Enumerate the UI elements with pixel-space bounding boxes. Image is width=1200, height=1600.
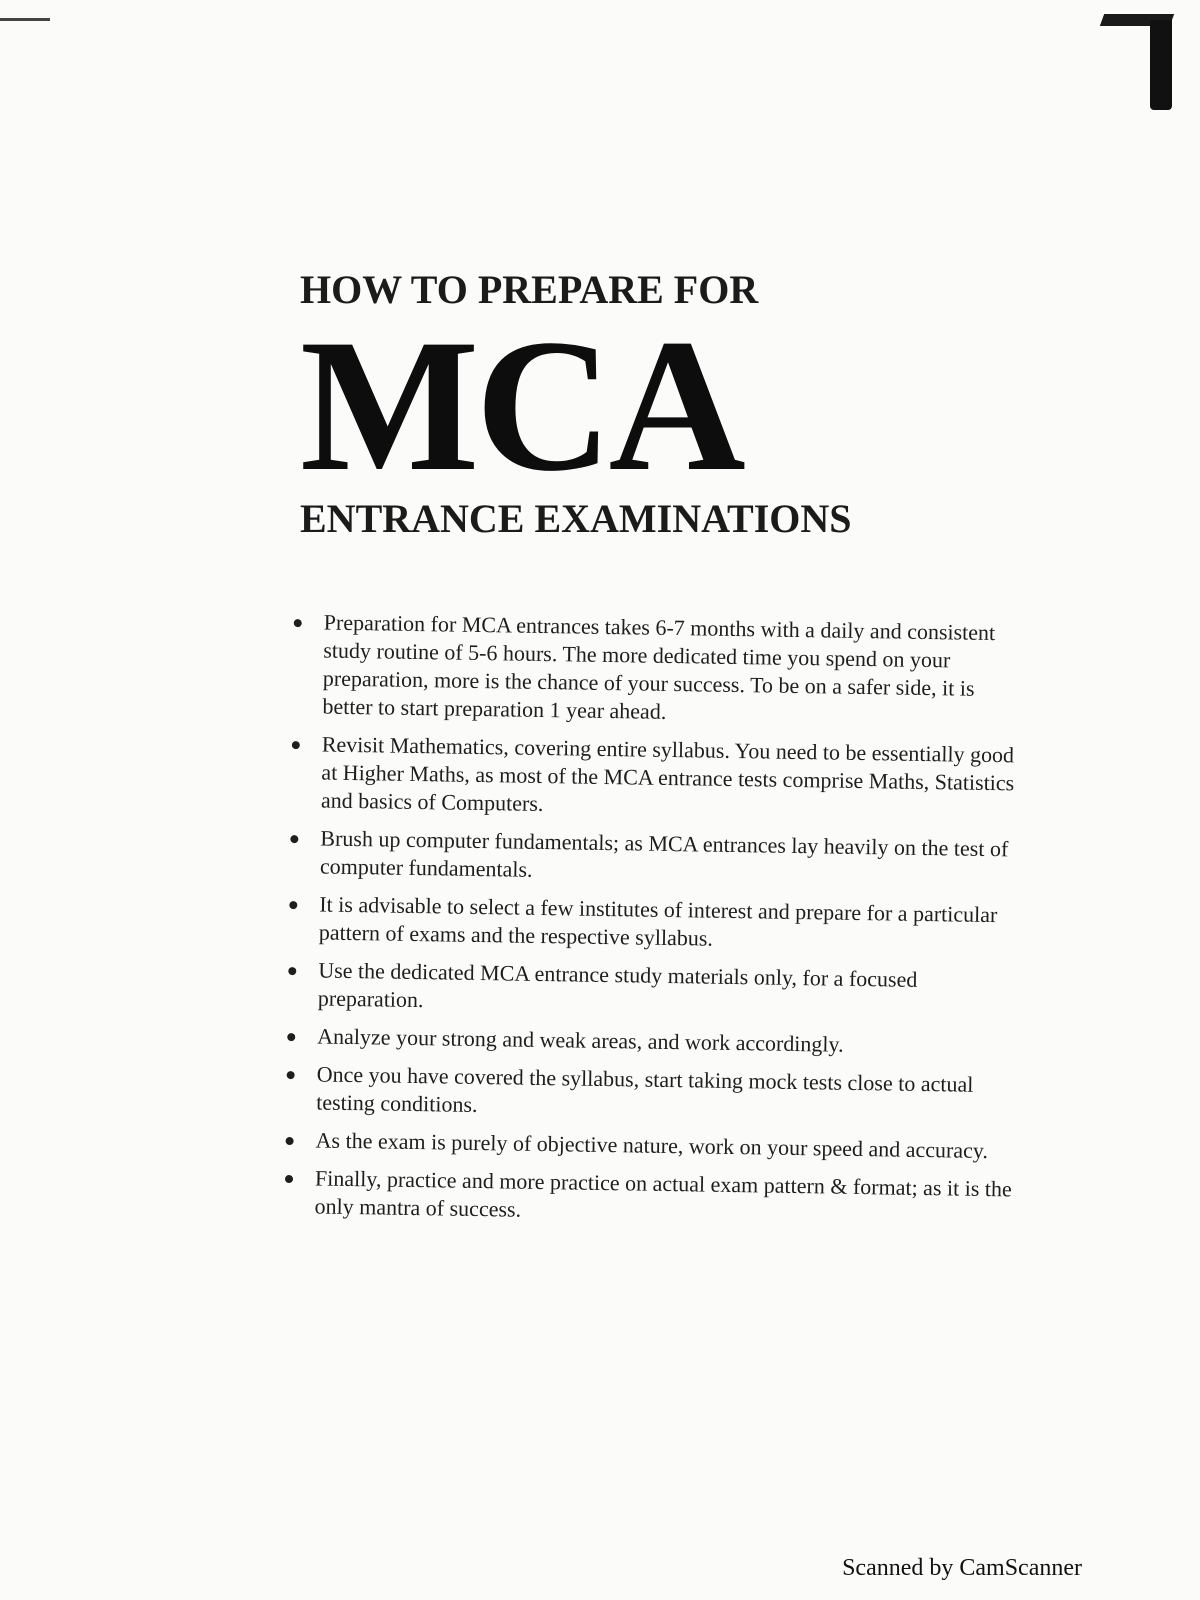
- list-item: [282, 1060, 1023, 1128]
- title-block: [300, 267, 860, 541]
- bullet-icon: [292, 741, 300, 749]
- bullet-icon: [288, 967, 296, 975]
- list-item-text: Once you have covered the syllabus, start taking mock tests close to actual testing conditions.: [316, 1061, 974, 1118]
- list-item: [286, 824, 1027, 892]
- list-item: [283, 1022, 1023, 1062]
- bullet-icon: [287, 1071, 295, 1079]
- list-item-text: As the exam is purely of objective nature, work on your speed and accuracy.: [315, 1127, 989, 1164]
- bullet-icon: [285, 1175, 293, 1183]
- list-item-text: Revisit Mathematics, covering entire syllabus. You need to be essentially good at Higher Maths, as most of the MCA entrance tests comprise Maths, Statistics and basics of Computers.: [320, 731, 1015, 817]
- list-item: [280, 1164, 1021, 1232]
- tips-list: [280, 608, 1030, 1242]
- list-item: [288, 608, 1030, 732]
- list-item-text: Preparation for MCA entrances takes 6-7 months with a daily and consistent study routine of 5-6 hours. The more dedicated time you spend on your preparation, more is the chance of your success. To be on a safer side, it is better to start preparation 1 year ahead.: [322, 609, 996, 724]
- bullet-icon: [287, 1033, 295, 1041]
- list-item-text: Use the dedicated MCA entrance study materials only, for a focused preparation.: [317, 957, 918, 1013]
- scanner-watermark: Scanned by CamScanner: [842, 1555, 1082, 1581]
- list-item: [284, 956, 1025, 1024]
- list-item-text: Brush up computer fundamentals; as MCA entrances lay heavily on the test of computer fundamentals.: [319, 825, 1009, 882]
- scan-edge-right: [1150, 20, 1172, 110]
- title-top-line: HOW TO PREPARE FOR: [300, 267, 759, 312]
- list-item-text: Analyze your strong and weak areas, and work accordingly.: [317, 1023, 844, 1057]
- list-item: [287, 730, 1028, 826]
- list-item-text: It is advisable to select a few institutes of interest and prepare for a particular pattern of exams and the respective syllabus.: [318, 891, 998, 951]
- scan-edge-mark: [0, 18, 50, 21]
- bullet-icon: [289, 901, 297, 909]
- list-item: [285, 890, 1026, 958]
- title-main: MCA: [300, 301, 742, 511]
- bullet-icon: [290, 835, 298, 843]
- title-bottom-line: ENTRANCE EXAMINATIONS: [300, 495, 852, 541]
- list-item: [281, 1126, 1021, 1166]
- list-item-text: Finally, practice and more practice on actual exam pattern & format; as it is the only mantra of success.: [314, 1165, 1012, 1222]
- bullet-icon: [294, 619, 302, 627]
- bullet-icon: [286, 1137, 294, 1145]
